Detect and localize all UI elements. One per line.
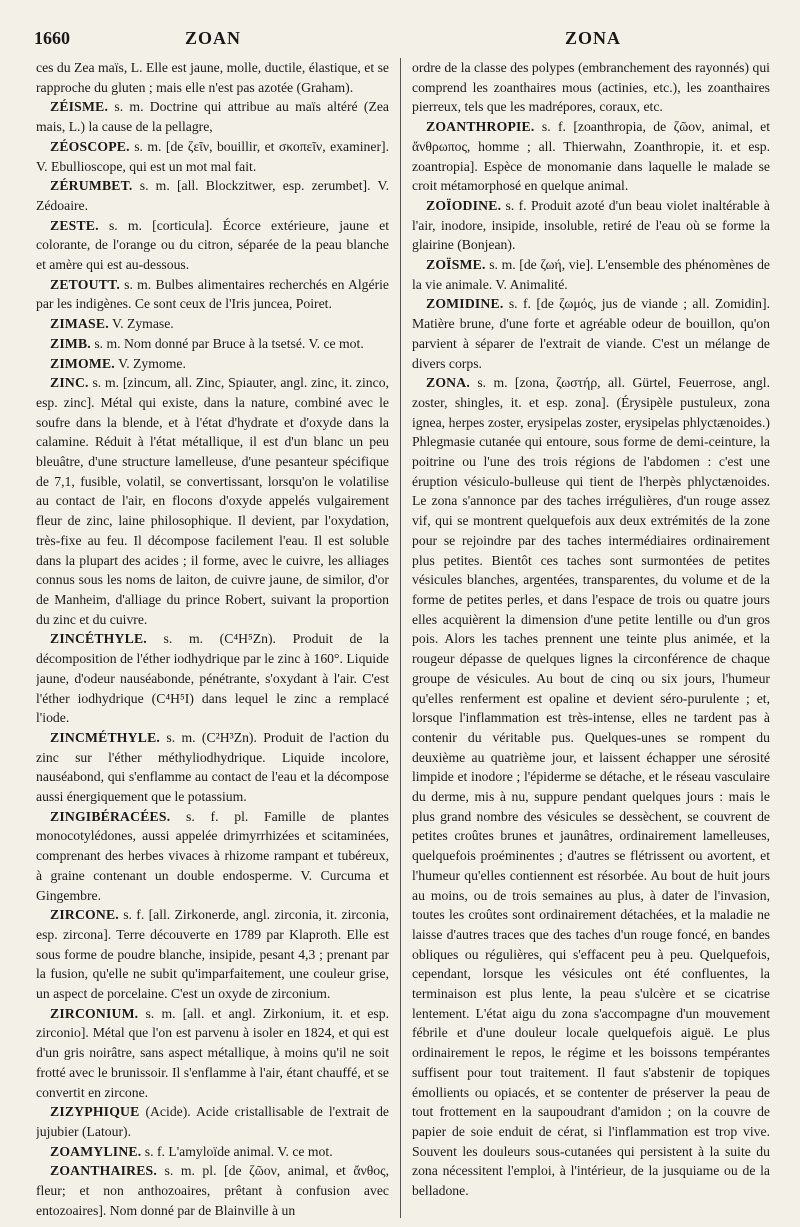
dictionary-entry xyxy=(36,373,389,629)
dictionary-entry xyxy=(36,334,389,354)
entry-headword: ZOMIDINE. xyxy=(426,296,504,312)
entry-definition: s. m. (C²H³Zn). Produit de l'action du zinc sur l'éther méthyliodhydrique. Liquide incolore, nauséabond, qui s'enflamme au contact de l'eau et la décompose aussi énergiquement que le potassium. xyxy=(36,729,389,805)
dictionary-entry xyxy=(36,1102,389,1141)
entry-definition: s. f. pl. Famille de plantes monocotylédones, aussi appelée drimyrrhizées et scitaminées, comprenant des herbes vivaces à rhizome rampant et tubéreux, à graine contenant un double endosperme. V. Curcuma et Gingembre. xyxy=(36,808,389,903)
dictionary-entry xyxy=(36,1004,389,1103)
entry-definition: s. f. [all. Zirkonerde, angl. zirconia, it. zirconia, esp. zircona]. Terre découverte en 1789 par Klaproth. Elle est sous forme de poudre blanche, insipide, pesant 4,3 ; prenant par la fusion, qu'elle ne subit qu'imparfaitement, une couleur grise, un aspect de porcelaine. C'est un oxyde de zirconium. xyxy=(36,907,389,1002)
entry-headword: ZINGIBÉRACÉES. xyxy=(50,808,171,824)
dictionary-entry xyxy=(36,629,389,728)
entry-headword: ZINC. xyxy=(50,375,89,391)
dictionary-entry xyxy=(36,1142,389,1162)
dictionary-entry xyxy=(36,216,389,275)
entry-headword: ZÉOSCOPE. xyxy=(50,138,130,154)
entry-definition: s. m. [all. et angl. Zirkonium, it. et esp. zirconio]. Métal que l'on est parvenu à isoler en 1824, et qui est d'un gris noirâtre, sans aspect métallique, à moins qu'il ne soit frotté avec le brunissoir. Il s'enflamme à l'air, étant chauffé, et se convertit en zircone. xyxy=(36,1005,389,1100)
entry-definition: ordre de la classe des polypes (embranchement des rayonnés) qui comprend les zoanthaires mous (actinies, etc.), les zoanthaires pierreux, tels que les madrépores, coraux, etc. xyxy=(412,60,770,115)
dictionary-entry xyxy=(36,97,389,136)
entry-headword: ZIMASE. xyxy=(50,316,109,332)
dictionary-entry xyxy=(36,176,389,215)
entry-definition: s. m. [de ζεῖν, bouillir, et σκοπεῖν, examiner]. V. Ebullioscope, qui est un mot mal fait. xyxy=(36,138,389,174)
page-number: 1660 xyxy=(34,28,70,48)
entry-definition: s. m. [zincum, all. Zinc, Spiauter, angl. zinc, it. zinco, esp. zinc]. Métal qui existe, dans la nature, combiné avec le soufre dans la blende, et à l'état d'hydrate et d'oxyde dans la calamine. Réduit à l'état métallique, il est d'un blanc un peu bleuâtre, d'une structure lamelleuse, d'une pesanteur spécifique de 7,1, fusible, volatil, se convertissant, lorsqu'on le volatilise au contact de l'air, en flocons d'oxyde appelés vulgairement fleur de zinc, laine philosophique. Il devient, par l'oxydation, très-fixe au feu. Il décompose facilement l'eau. Il est soluble dans la plupart des acides ; il forme, avec le cuivre, les alliages connus sous les noms de laiton, de cuivre jaune, de similor, d'or de Manheim, d'alliage du prince Robert, suivant la proportion du zinc et du cuivre. xyxy=(36,375,389,627)
entry-headword: ZOÏSME. xyxy=(426,257,486,273)
entry-definition: s. m. [zona, ζωστήρ, all. Gürtel, Feuerrose, angl. zoster, shingles, it. et esp. zona]. (Érysipèle pustuleux, zona ignea, herpes zoster, erysipelas zoster, erysipelas phlyctænoides.) Phlegmasie cutanée qui entoure, sous forme de demi-ceinture, la poitrine ou l'une des trois régions de l'abdomen : c'est une éruption vésiculo-bulleuse qui tient de l'herpès phlyctænoides. Le zona s'annonce par des taches irrégulières, d'un rouge assez vif, qui se montrent quelquefois aux deux extrémités de la zone pour se rejoindre par des taches intermédiaires ordinairement plus petites. Bientôt ces taches sont surmontées de petites vésicules blanches, argentées, transparentes, du volume et de la forme de petites perles, et dans l'espace de trois ou quatre jours elles acquièrent la dimension d'une petite lentille ou d'un gros pois. Alors les taches prennent une teinte plus animée, et la rougeur dépasse de quelques lignes la circonférence de chaque groupe de vésicules. Au bout de cinq ou six jours, l'humeur qu'elles renferment est opaline et devient séro-purulente ; et, lorsque l'inflammation est très-intense, elles ne tardent pas à contenir du véritable pus. Quelques-unes se rompent du deuxième au quatrième jour, et laissent échapper une sérosité limpide et inodore ; l'épiderme se détache, et le réseau vasculaire du derme, mis à nu, suppure pendant quelques jours : mais le plus grand nombre des vésicules se dessèchent, se couvrent de petites croûtes brunes et jaunâtres, ordinairement lamelleuses, quelquefois proéminentes ; d'autres se flétrissent ou avortent, et l'humeur qu'elles contiennent est résorbée. Au bout de huit jours au moins, ou de trois semaines au plus, à dater de l'invasion, toutes les croûtes sont ordinairement détachées, et la maladie ne laisse d'autres traces que des taches d'un rouge foncé, en bandes obliques ou régulières, qui s'effacent peu à peu. Quelquefois, cependant, lorsque les vésicules ont été confluentes, la terminaison est plus lente, la peau s'ulcère et se cicatrise lentement. L'état aigu du zona s'accompagne d'un mouvement fébrile et d'une douleur locale quelquefois aiguë. Le plus ordinairement le repos, le régime et les boissons tempérantes suffisent pour tout traitement. Il faut s'abstenir de topiques émollients ou opiacés, et se contenter de préserver la peau de tout frottement en la saupoudrant d'amidon ; on la couvre de papier de soie enduit de cérat, si l'inflammation est trop vive. Souvent les douleurs sous-cutanées qui persistent à la suite du zona nécessitent l'emploi, à l'intérieur, de la jusquiame ou de la belladone. xyxy=(412,375,770,1199)
entry-definition: s. m. Bulbes alimentaires recherchés en Algérie par les indigènes. Ce sont ceux de l'Iris juncea, Poiret. xyxy=(36,276,389,312)
entry-definition: s. f. [zoanthropia, de ζῶον, animal, et ἄνθρωπος, homme ; all. Thierwahn, Zoanthropie, it. et esp. zoantropia]. Espèce de monomanie dans laquelle le malade se croit métamorphosé en quelque animal. xyxy=(412,119,770,194)
entry-headword: ZOANTHROPIE. xyxy=(426,119,535,135)
dictionary-entry xyxy=(412,373,770,1201)
entry-headword: ZOÏODINE. xyxy=(426,197,502,213)
entry-definition: (Acide). Acide cristallisable de l'extrait de jujubier (Latour). xyxy=(36,1104,389,1139)
left-column xyxy=(36,58,389,1218)
dictionary-entry xyxy=(36,1161,389,1218)
entry-definition: V. Zymome. xyxy=(114,355,186,371)
entry-definition: s. f. L'amyloïde animal. V. ce mot. xyxy=(141,1143,333,1159)
entry-headword: ZESTE. xyxy=(50,217,99,233)
dictionary-entry xyxy=(412,294,770,373)
entry-headword: ZINCMÉTHYLE. xyxy=(50,729,161,745)
dictionary-entry xyxy=(36,137,389,176)
entry-continuation xyxy=(412,58,770,117)
right-running-head: ZONA xyxy=(565,28,622,48)
entry-definition: s. m. [de ζωή, vie]. L'ensemble des phénomènes de la vie animale. V. Animalité. xyxy=(412,257,770,292)
dictionary-entry xyxy=(412,255,770,294)
entry-continuation xyxy=(36,58,389,97)
entry-definition: V. Zymase. xyxy=(108,316,174,332)
entry-headword: ZIZYPHIQUE xyxy=(50,1104,140,1120)
dictionary-entry xyxy=(36,314,389,334)
dictionary-entry xyxy=(412,117,770,196)
right-column xyxy=(412,58,770,1218)
page-header xyxy=(0,28,800,54)
entry-definition: s. m. [all. Blockzitwer, esp. zerumbet]. V. Zédoaire. xyxy=(36,178,389,213)
dictionary-entry xyxy=(36,728,389,807)
entry-definition: s. f. Produit azoté d'un beau violet inaltérable à l'air, inodore, insipide, insoluble, retiré de l'eau où se forme la glairine (Bonjean). xyxy=(412,197,770,253)
dictionary-entry xyxy=(36,275,389,314)
left-running-head: ZOAN xyxy=(185,28,242,48)
entry-headword: ZONA. xyxy=(426,375,470,391)
entry-headword: ZETOUTT. xyxy=(50,276,120,292)
entry-headword: ZÉISME. xyxy=(50,99,109,115)
entry-headword: ZÉRUMBET. xyxy=(50,178,133,194)
entry-headword: ZOAMYLINE. xyxy=(50,1143,142,1159)
entry-headword: ZOANTHAIRES. xyxy=(50,1163,157,1179)
entry-definition: s. m. Nom donné par Bruce à la tsetsé. V. ce mot. xyxy=(90,335,364,351)
entry-definition: s. m. pl. [de ζῶον, animal, et ἄνθος, fleur; et non anthozoaires, prêtant à confusion avec entozoaires]. Nom donné par de Blainville à un xyxy=(36,1163,389,1218)
entry-headword: ZIRCONE. xyxy=(50,907,119,923)
dictionary-entry xyxy=(36,354,389,374)
dictionary-entry xyxy=(36,807,389,906)
dictionary-entry xyxy=(412,196,770,255)
column-divider xyxy=(400,58,401,1218)
entry-headword: ZINCÉTHYLE. xyxy=(50,631,147,647)
dictionary-entry xyxy=(36,905,389,1004)
entry-headword: ZIMOME. xyxy=(50,355,115,371)
entry-definition: s. m. Doctrine qui attribue au maïs altéré (Zea mais, L.) la cause de la pellagre, xyxy=(36,99,389,135)
entry-definition: s. m. (C⁴H⁵Zn). Produit de la décomposition de l'éther iodhydrique par le zinc à 160°. Liquide jaune, d'odeur nauséabonde, pénétrante, s'oxydant à l'air. C'est l'éther iodhydrique (C⁴H⁵I) dans lequel le zinc a remplacé l'iode. xyxy=(36,631,389,726)
entry-headword: ZIMB. xyxy=(50,335,91,351)
entry-headword: ZIRCONIUM. xyxy=(50,1005,139,1021)
entry-definition: s. f. [de ζωμός, jus de viande ; all. Zomidin]. Matière brune, d'une forte et agréable odeur de bouillon, qu'on parvient à séparer de l'extrait de viande. C'est un mélange de divers corps. xyxy=(412,296,770,371)
entry-definition: s. m. [corticula]. Écorce extérieure, jaune et colorante, de l'orange ou du citron, séparée de la peau blanche et amère qui est au-dessous. xyxy=(36,217,389,273)
entry-definition: ces du Zea maïs, L. Elle est jaune, molle, ductile, élastique, et se rapproche du gluten ; mais elle n'est pas azotée (Graham). xyxy=(36,60,389,95)
